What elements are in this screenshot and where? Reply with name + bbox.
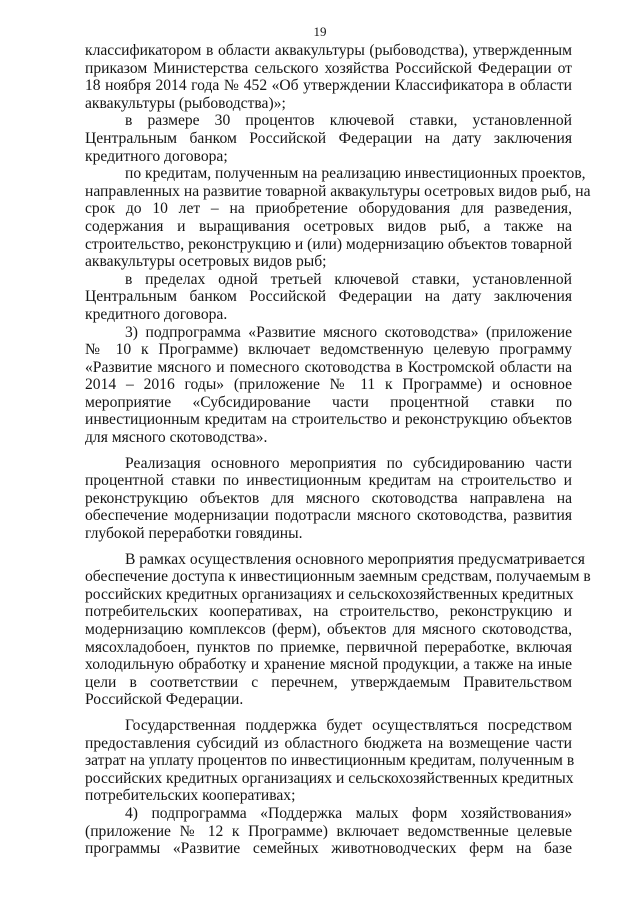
page-number: 19 (313, 24, 327, 39)
paragraph-subprogram-3-meat-cattle (85, 324, 572, 447)
text-line: для мясного скотоводства». (85, 429, 268, 447)
text-line: программы «Развитие семейных животноводческих ферм на базе (85, 840, 572, 858)
text-line: Российской Федерации. (85, 691, 244, 709)
paragraph-state-support (85, 716, 575, 805)
paragraph-classifier-continuation (85, 42, 572, 112)
text-line: российских кредитных организациях и сельскохозяйственных кредитных (85, 769, 574, 787)
paragraph-gap (85, 447, 572, 455)
text-line: предоставления субсидий из областного бюджета на возмещение части (85, 734, 572, 752)
text-line: глубокой переработки говядины. (85, 525, 303, 543)
document-body (85, 42, 591, 858)
text-line: аквакультуры (рыбоводства)»; (85, 94, 286, 112)
paragraph-subprogram-4-small-farms (85, 805, 572, 858)
text-line: холодильную обработку и хранение мясной продукции, а также на иные (85, 656, 572, 674)
text-line: Реализация основного мероприятия по субсидированию части (125, 454, 572, 472)
text-line: 18 ноября 2014 года № 452 «Об утверждении Классификатора в области (85, 77, 572, 95)
paragraph-main-activity-implementation (85, 455, 572, 543)
text-line: в размере 30 процентов ключевой ставки, установленной (125, 112, 572, 130)
text-line: цели в соответствии с перечнем, утверждаемым Правительством (85, 673, 572, 691)
text-line: 4) подпрограмма «Поддержка малых форм хозяйствования» (125, 804, 572, 822)
paragraph-rate-30-percent (85, 112, 572, 165)
text-line: мероприятие «Субсидирование части процентной ставки по (85, 393, 572, 411)
text-line: в пределах одной третьей ключевой ставки, установленной (125, 270, 572, 288)
text-line: по кредитам, полученным на реализацию инвестиционных проектов, (125, 165, 586, 183)
text-line: модернизацию комплексов (ферм), объектов для мясного скотоводства, (85, 621, 572, 638)
text-line: содержания и выращивания осетровых видов рыб, а также на (85, 217, 572, 235)
text-line: В рамках осуществления основного мероприятия предусматривается (125, 550, 585, 568)
text-line: № 10 к Программе) включает ведомственную целевую программу (85, 341, 572, 359)
text-line: классификатором в области аквакультуры (рыбоводства), утвержденным (85, 42, 572, 59)
text-line: «Развитие мясного и помесного скотоводства в Костромской области на (85, 358, 572, 376)
text-line: Центральным банком Российской Федерации на дату заключения (85, 288, 572, 306)
text-line: обеспечение доступа к инвестиционным заемным средствам, получаемым в (85, 568, 591, 586)
text-line: инвестиционным кредитам на строительство и реконструкцию объектов (85, 411, 572, 429)
paragraph-one-third-rate (85, 271, 572, 324)
paragraph-gap (85, 709, 572, 717)
paragraph-gap (85, 543, 572, 551)
text-line: срок до 10 лет – на приобретение оборудования для разведения, (85, 200, 572, 218)
text-line: затрат на уплату процентов по инвестиционным кредитам, полученным в (85, 752, 575, 770)
text-line: 3) подпрограмма «Развитие мясного скотоводства» (приложение (125, 323, 572, 341)
text-line: потребительских кооперативах; (85, 787, 296, 805)
text-line: потребительских кооперативах, на строительство, реконструкцию и (85, 603, 572, 621)
text-line: мясохладобоен, пунктов по приемке, первичной переработке, включая (85, 638, 572, 656)
text-line: Центральным банком Российской Федерации на дату заключения (85, 129, 572, 147)
text-line: приказом Министерства сельского хозяйства Российской Федерации от (85, 59, 572, 77)
paragraph-sturgeon-investment-loans (85, 165, 591, 271)
text-line: кредитного договора; (85, 147, 228, 165)
text-line: российских кредитных организациях и сельскохозяйственных кредитных (85, 585, 574, 603)
text-line: обеспечение модернизации подотрасли мясного скотоводства, развития (85, 507, 572, 525)
text-line: Государственная поддержка будет осуществляться посредством (125, 716, 572, 734)
text-line: реконструкцию объектов для мясного скотоводства направлена на (85, 489, 572, 507)
text-line: 2014 – 2016 годы» (приложение № 11 к Программе) и основное (85, 376, 572, 394)
text-line: направленных на развитие товарной аквакультуры осетровых видов рыб, на (85, 182, 591, 200)
text-line: аквакультуры осетровых видов рыб; (85, 253, 327, 271)
text-line: строительство, реконструкцию и (или) модернизацию объектов товарной (85, 235, 572, 253)
paragraph-access-to-investment-funds (85, 550, 591, 709)
text-line: кредитного договора. (85, 305, 228, 323)
text-line: процентной ставки по инвестиционным кредитам на строительство и (85, 472, 572, 490)
text-line: (приложение № 12 к Программе) включает ведомственные целевые (85, 822, 572, 840)
